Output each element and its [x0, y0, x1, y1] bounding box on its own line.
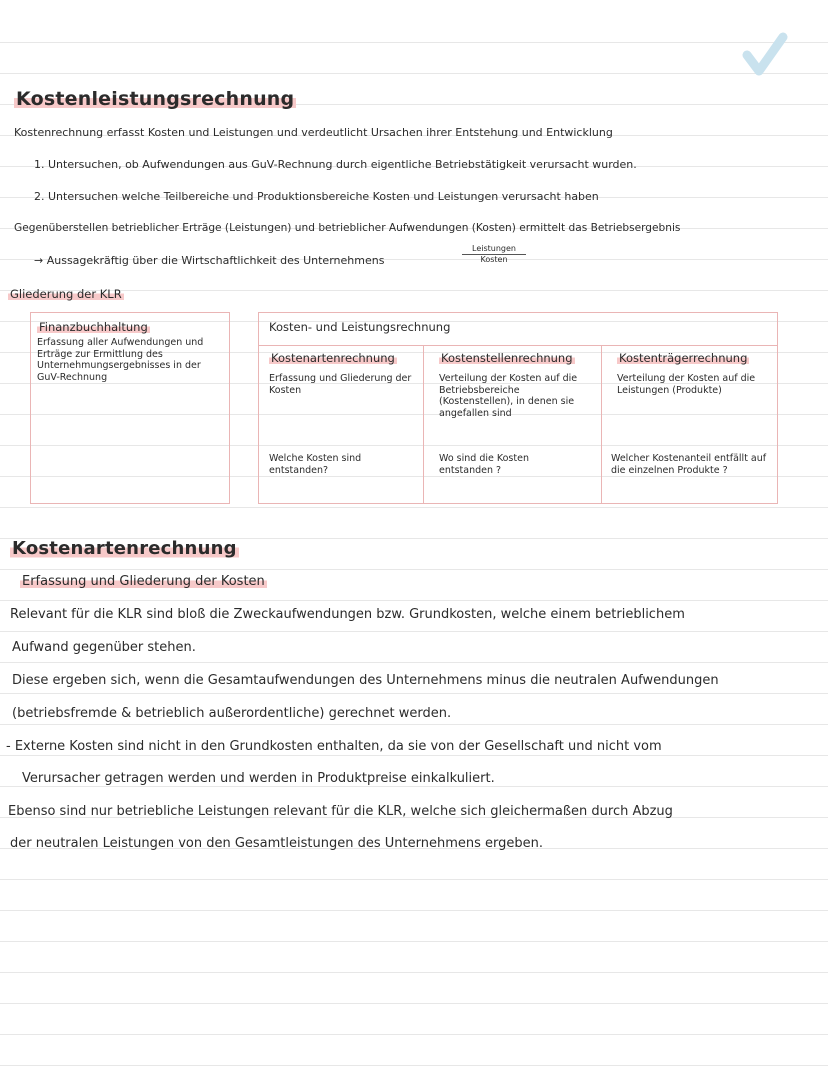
klr-column-divider: [423, 345, 424, 503]
kostentraegerrechnung-desc: Verteilung der Kosten auf die Leistungen (Produkte): [617, 373, 756, 396]
fraction-numerator: Leistungen: [462, 244, 526, 255]
kostenarten-subheading: Erfassung und Gliederung der Kosten: [22, 574, 265, 589]
page-title: Kostenleistungsrechnung: [16, 88, 295, 110]
intro-item-2: 2. Untersuchen welche Teilbereiche und Produktionsbereiche Kosten und Leistungen verursacht haben: [34, 190, 599, 203]
kostenstellenrechnung-question: Wo sind die Kosten entstanden ?: [439, 453, 529, 476]
finanzbuchhaltung-title: Finanzbuchhaltung: [39, 320, 148, 334]
kostenstellenrechnung-desc: Verteilung der Kosten auf die Betriebsbereiche (Kostenstellen), in denen sie angefallen sind: [439, 373, 578, 419]
kostenarten-line: (betriebsfremde & betrieblich außerordentliche) gerechnet werden.: [12, 706, 452, 721]
kostenarten-line: - Externe Kosten sind nicht in den Grundkosten enthalten, da sie von der Gesellschaft und nicht vom: [6, 739, 662, 754]
intro-arrow-line: → Aussagekräftig über die Wirtschaftlichkeit des Unternehmens: [34, 254, 385, 267]
kostenarten-line: Ebenso sind nur betriebliche Leistungen relevant für die KLR, welche sich gleichermaßen durch Abzug: [8, 804, 673, 819]
kostenartenrechnung-question: Welche Kosten sind entstanden?: [269, 453, 362, 476]
kostentraegerrechnung-question: Welcher Kostenanteil entfällt auf die einzelnen Produkte ?: [611, 453, 767, 476]
kostenarten-line: Verursacher getragen werden und werden in Produktpreise einkalkuliert.: [22, 771, 495, 786]
fraction-denominator: Kosten: [480, 255, 508, 264]
kostenarten-line: der neutralen Leistungen von den Gesamtleistungen des Unternehmens ergeben.: [10, 836, 543, 851]
kostenstellenrechnung-title: Kostenstellenrechnung: [441, 351, 573, 365]
check-icon: [742, 30, 788, 80]
gliederung-heading: Gliederung der KLR: [10, 287, 122, 301]
kostenarten-heading: Kostenartenrechnung: [12, 538, 237, 559]
klr-divider: [259, 345, 777, 346]
kostenartenrechnung-desc: Erfassung und Gliederung der Kosten: [269, 373, 412, 396]
finanzbuchhaltung-box: [30, 312, 230, 504]
finanzbuchhaltung-text: Erfassung aller Aufwendungen und Erträge zur Ermittlung des Unternehmungsergebnisses in der GuV-Rechnung: [37, 337, 204, 383]
kostenarten-line: Aufwand gegenüber stehen.: [12, 640, 196, 655]
intro-item-1: 1. Untersuchen, ob Aufwendungen aus GuV-Rechnung durch eigentliche Betriebstätigkeit verursacht wurden.: [34, 158, 637, 171]
ratio-fraction: [462, 244, 526, 265]
kostenarten-line: Diese ergeben sich, wenn die Gesamtaufwendungen des Unternehmens minus die neutralen Aufwendungen: [12, 673, 719, 688]
klr-column-divider: [601, 345, 602, 503]
kostenarten-line: Relevant für die KLR sind bloß die Zweckaufwendungen bzw. Grundkosten, welche einem betrieblichem: [10, 607, 685, 622]
intro-bullet-2: Gegenüberstellen betrieblicher Erträge (Leistungen) und betrieblicher Aufwendungen (Kosten) ermittelt das Betriebsergebnis: [14, 222, 681, 234]
klr-box: [258, 312, 778, 504]
intro-bullet-1: Kostenrechnung erfasst Kosten und Leistungen und verdeutlicht Ursachen ihrer Entstehung und Entwicklung: [14, 126, 613, 139]
kostentraegerrechnung-title: Kostenträgerrechnung: [619, 351, 748, 365]
kostenartenrechnung-title: Kostenartenrechnung: [271, 351, 395, 365]
klr-title: Kosten- und Leistungsrechnung: [269, 320, 451, 334]
